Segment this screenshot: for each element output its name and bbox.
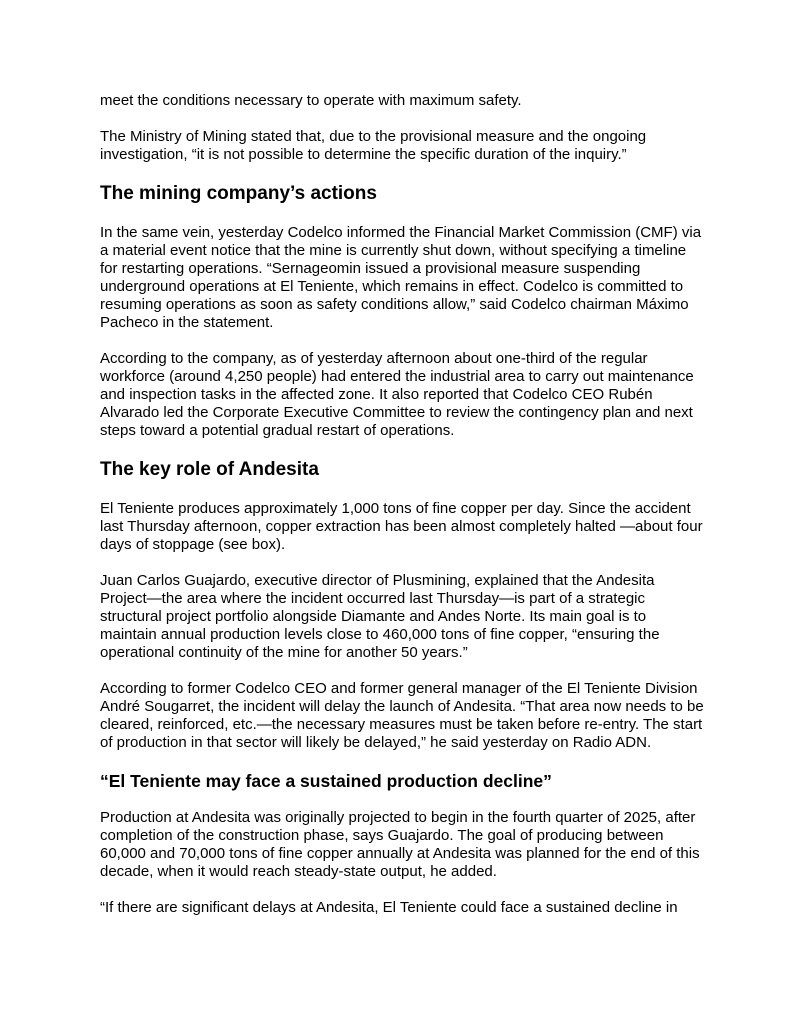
paragraph: meet the conditions necessary to operate with maximum safety. [100, 92, 522, 109]
paragraph: “If there are significant delays at Andesita, El Teniente could face a sustained decline in [100, 899, 678, 916]
paragraph: In the same vein, yesterday Codelco informed the Financial Market Commission (CMF) via a material event notice that the mine is currently shut down, without specifying a timeline for restarting operations. “Sernageomin issued a provisional measure suspending underground operations at El Teniente, which remains in effect. Codelco is committed to resuming operations as soon as safety conditions allow,” said Codelco chairman Máximo Pacheco in the statement. [100, 224, 702, 331]
paragraph: El Teniente produces approximately 1,000 tons of fine copper per day. Since the accident last Thursday afternoon, copper extraction has been almost completely halted —about four days of stoppage (see box). [100, 500, 703, 553]
section-heading: “El Teniente may face a sustained production decline” [100, 771, 552, 791]
section-heading: The mining company’s actions [100, 183, 377, 204]
paragraph: According to the company, as of yesterday afternoon about one-third of the regular workforce (around 4,250 people) had entered the industrial area to carry out maintenance and inspection tasks in the affected zone. It also reported that Codelco CEO Rubén Alvarado led the Corporate Executive Committee to review the contingency plan and next steps toward a potential gradual restart of operations. [100, 350, 694, 439]
paragraph: According to former Codelco CEO and former general manager of the El Teniente Division André Sougarret, the incident will delay the launch of Andesita. “That area now needs to be cleared, reinforced, etc.—the necessary measures must be taken before re-entry. The start of production in that sector will likely be delayed,” he said yesterday on Radio ADN. [100, 680, 704, 751]
paragraph: Juan Carlos Guajardo, executive director of Plusmining, explained that the Andesita Project—the area where the incident occurred last Thursday—is part of a strategic structural project portfolio alongside Diamante and Andes Norte. Its main goal is to maintain annual production levels close to 460,000 tons of fine copper, “ensuring the operational continuity of the mine for another 50 years.” [100, 572, 660, 661]
document-page [100, 92, 704, 935]
paragraph: The Ministry of Mining stated that, due to the provisional measure and the ongoing investigation, “it is not possible to determine the specific duration of the inquiry.” [100, 128, 647, 163]
paragraph: Production at Andesita was originally projected to begin in the fourth quarter of 2025, after completion of the construction phase, says Guajardo. The goal of producing between 60,000 and 70,000 tons of fine copper annually at Andesita was planned for the end of this decade, when it would reach steady-state output, he added. [100, 809, 700, 880]
section-heading: The key role of Andesita [100, 459, 319, 480]
